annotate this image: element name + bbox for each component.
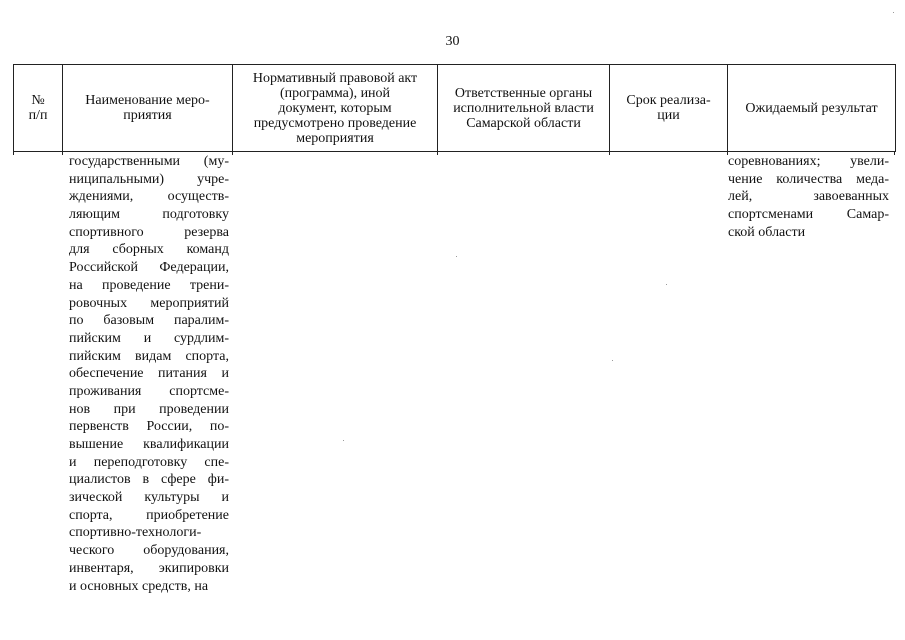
header-act xyxy=(233,65,438,152)
event-name-line: проживания спортсме- xyxy=(69,383,229,399)
column-rule xyxy=(62,151,63,155)
result-line: ской области xyxy=(728,224,806,240)
column-rule xyxy=(437,151,438,155)
header-result xyxy=(728,65,896,152)
header-num xyxy=(14,65,63,152)
event-name-line: циалистов в сфере фи- xyxy=(69,472,229,488)
event-name-line: ляющим подготовку xyxy=(69,207,229,223)
event-name-line: спортивного резерва xyxy=(69,224,229,240)
event-name-line: спортивно-технологи- xyxy=(69,525,202,541)
header-row xyxy=(14,65,896,152)
event-name-line: ческого оборудования, xyxy=(69,543,229,559)
event-name-line: Российской Федерации, xyxy=(69,260,229,276)
header-line: мероприятия xyxy=(296,130,374,146)
header-line: Ожидаемый результат xyxy=(745,100,878,116)
event-name-line: и основных средств, на xyxy=(69,578,209,594)
header-line: документ, которым xyxy=(278,100,392,116)
event-name-line: и переподготовку спе- xyxy=(69,454,229,470)
header-line: Срок реализа- xyxy=(626,93,711,108)
event-name-line: обеспечение питания и xyxy=(69,366,229,382)
column-rule xyxy=(232,151,233,155)
event-name-line: государственными (му- xyxy=(69,154,229,169)
scan-speck xyxy=(666,284,667,285)
result-line: спортсменами Самар- xyxy=(728,207,889,223)
event-name-line: первенств России, по- xyxy=(69,419,229,435)
event-name-line: спорта, приобретение xyxy=(69,507,229,523)
event-name-line: вышение квалификации xyxy=(69,437,229,452)
header-term xyxy=(610,65,728,152)
event-name-line: пийским и сурдлим- xyxy=(69,330,229,346)
event-name-line: ниципальными) учре- xyxy=(69,171,229,187)
result-line: чение количества меда- xyxy=(728,171,889,187)
result-line: лей, завоеванных xyxy=(728,189,889,205)
header-name xyxy=(63,65,233,152)
header-line: Наименование меро- xyxy=(85,93,210,108)
scan-speck xyxy=(456,256,457,257)
event-name-line: пийским видам спорта, xyxy=(69,348,229,364)
table-header xyxy=(13,64,896,152)
column-rule xyxy=(609,151,610,155)
header-line: приятия xyxy=(123,108,172,123)
event-name-line: ровочных мероприятий xyxy=(69,295,229,311)
header-line: предусмотрено проведение xyxy=(253,115,417,131)
result-line: соревнованиях; увели- xyxy=(728,154,889,169)
event-name-line: на проведение трени- xyxy=(69,277,229,293)
header-line: (программа), иной xyxy=(279,85,391,101)
scan-speck xyxy=(612,360,613,361)
cell-event-name xyxy=(69,153,229,595)
scan-speck xyxy=(893,12,894,13)
event-name-line: инвентаря, экипировки xyxy=(69,560,229,576)
page-number: 30 xyxy=(445,34,460,49)
column-rule xyxy=(894,151,895,155)
event-name-line: зической культуры и xyxy=(69,490,229,506)
cell-expected-result xyxy=(728,153,889,241)
event-name-line: для сборных команд xyxy=(69,242,229,258)
header-line: ции xyxy=(657,108,680,123)
header-line: Ответственные органы xyxy=(454,85,593,101)
header-line: исполнительной власти xyxy=(453,100,594,116)
event-name-line: по базовым паралим- xyxy=(69,313,229,329)
header-line: Самарской области xyxy=(466,115,581,131)
column-rule xyxy=(13,151,14,155)
header-line: п/п xyxy=(28,108,48,123)
header-organs xyxy=(438,65,610,152)
header-line: № xyxy=(31,93,45,108)
header-line: Нормативный правовой акт xyxy=(252,70,418,86)
event-name-line: нов при проведении xyxy=(69,401,229,417)
scan-speck xyxy=(343,440,344,441)
event-name-line: ждениями, осуществ- xyxy=(69,189,229,205)
